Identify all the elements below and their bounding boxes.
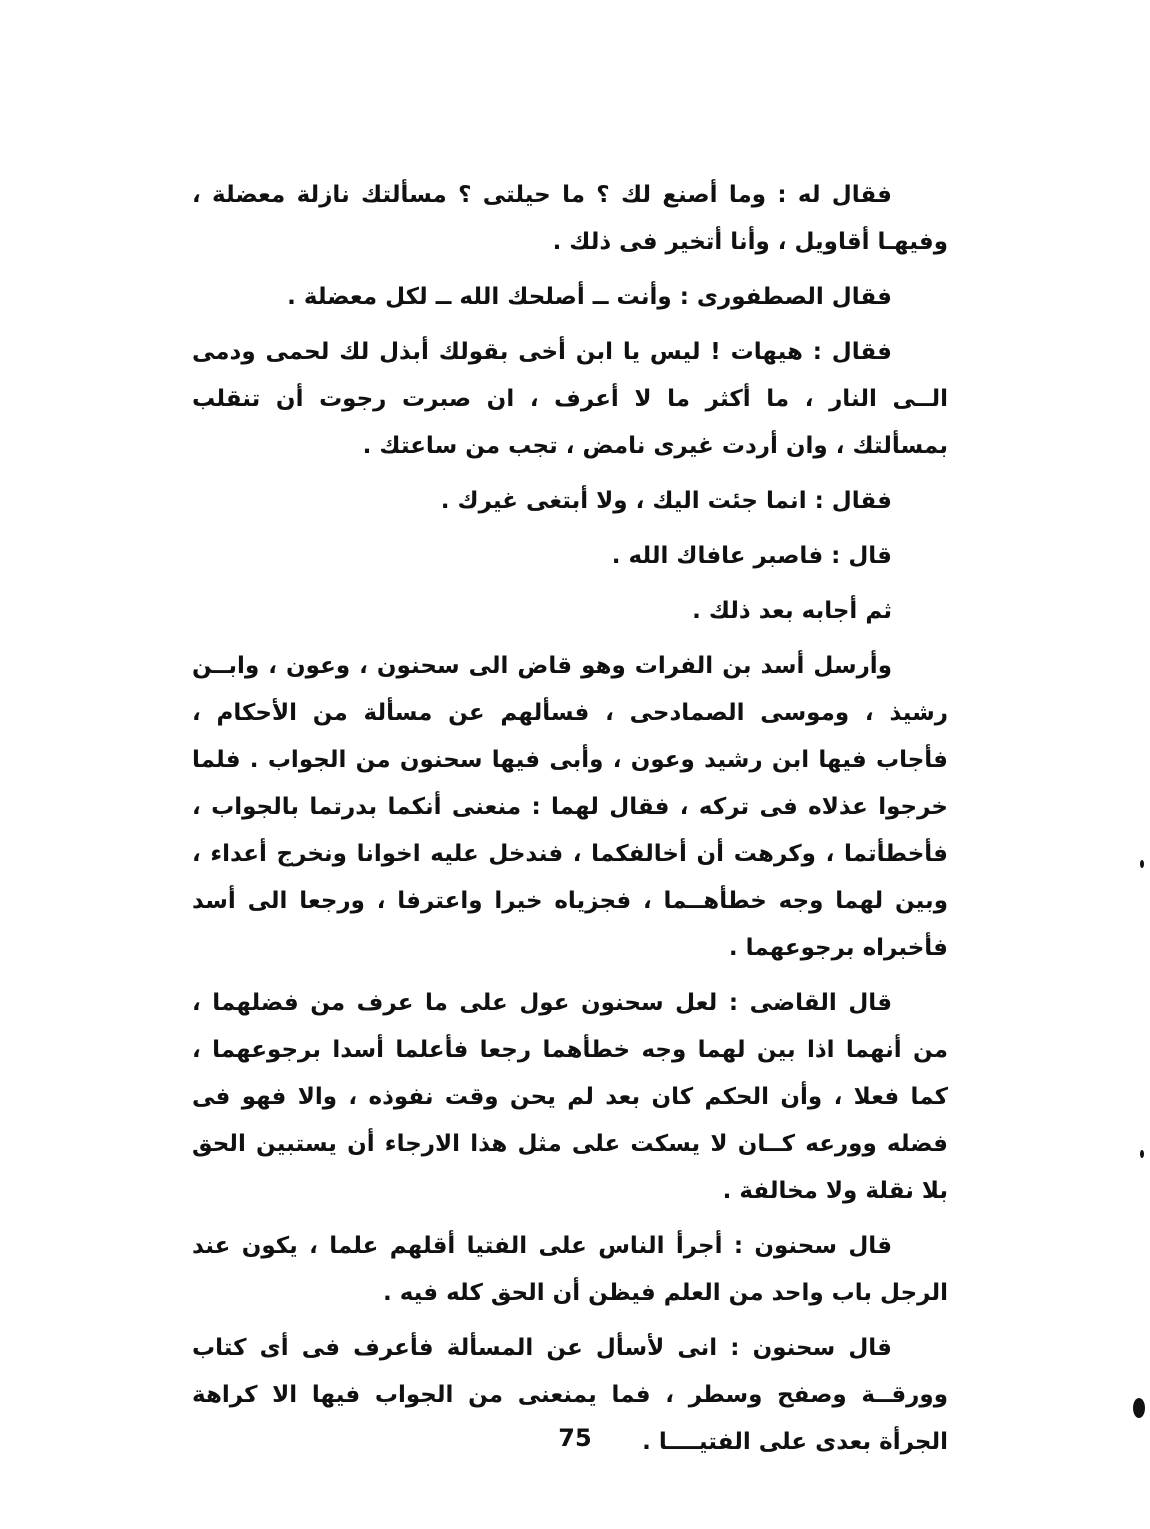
paragraph-5: قال : فاصبر عافاك الله . bbox=[611, 543, 892, 569]
paragraph-9: قال سحنون : أجرأ الناس على الفتيا أقلهم علما ، يكون عند الرجل باب واحد من العلم فيظن أن الحق كله فيه . bbox=[192, 1233, 948, 1306]
paragraph-6: ثم أجابه بعد ذلك . bbox=[692, 598, 892, 624]
scan-speck-mark bbox=[1140, 860, 1144, 868]
paragraph-1: فقال له : وما أصنع لك ؟ ما حيلتى ؟ مسألتك نازلة معضلة ، وفيهـا أقاويل ، وأنا أتخير فى ذلك . bbox=[192, 182, 948, 255]
paragraph-2: فقال الصطفورى : وأنت ــ أصلحك الله ــ لكل معضلة . bbox=[287, 284, 892, 310]
paragraph-7: وأرسل أسد بن الفرات وهو قاض الى سحنون ، وعون ، وابــن رشيذ ، وموسى الصمادحى ، فسألهم عن مسألة من الأحكام ، فأجاب فيها ابن رشيد وعون ، وأبى فيها سحنون من الجواب . فلما خرجوا عذلاه فى تركه ، فقال لهما : منعنى أنكما بدرتما بالجواب ، فأخطأتما ، وكرهت أن أخالفكما ، فندخل عليه اخوانا ونخرج أعداء ، وبين لهما وجه خطأهــما ، فجزياه خيرا واعترفا ، ورجعا الى أسد فأخبراه برجوعهما . bbox=[192, 653, 948, 961]
paragraph-4: فقال : انما جئت اليك ، ولا أبتغى غيرك . bbox=[440, 488, 892, 514]
page-number: 75 bbox=[558, 1424, 592, 1452]
page-text-body bbox=[192, 172, 948, 1474]
scan-speck-mark bbox=[1140, 1150, 1144, 1158]
paragraph-8: قال القاضى : لعل سحنون عول على ما عرف من فضلهما ، من أنهما اذا بين لهما وجه خطأهما رجعا فأعلما أسدا برجوعهما ، كما فعلا ، وأن الحكم كان بعد لم يحن وقت نفوذه ، والا فهو فى فضله وورعه كــان لا يسكت على مثل هذا الارجاء أن يستبين الحق بلا نقلة ولا مخالفة . bbox=[192, 990, 948, 1204]
paragraph-10: قال سحنون : انى لأسأل عن المسألة فأعرف فى أى كتاب وورقــة وصفح وسطر ، فما يمنعنى من الجواب فيها الا كراهة الجرأة بعدى على الفتيــــا . bbox=[192, 1335, 948, 1455]
scan-speck-mark bbox=[1133, 1398, 1145, 1418]
paragraph-3: فقال : هيهات ! ليس يا ابن أخى بقولك أبذل لك لحمى ودمى الــى النار ، ما أكثر ما لا أعرف ، ان صبرت رجوت أن تنقلب بمسألتك ، وان أردت غيرى نامض ، تجب من ساعتك . bbox=[192, 339, 948, 459]
